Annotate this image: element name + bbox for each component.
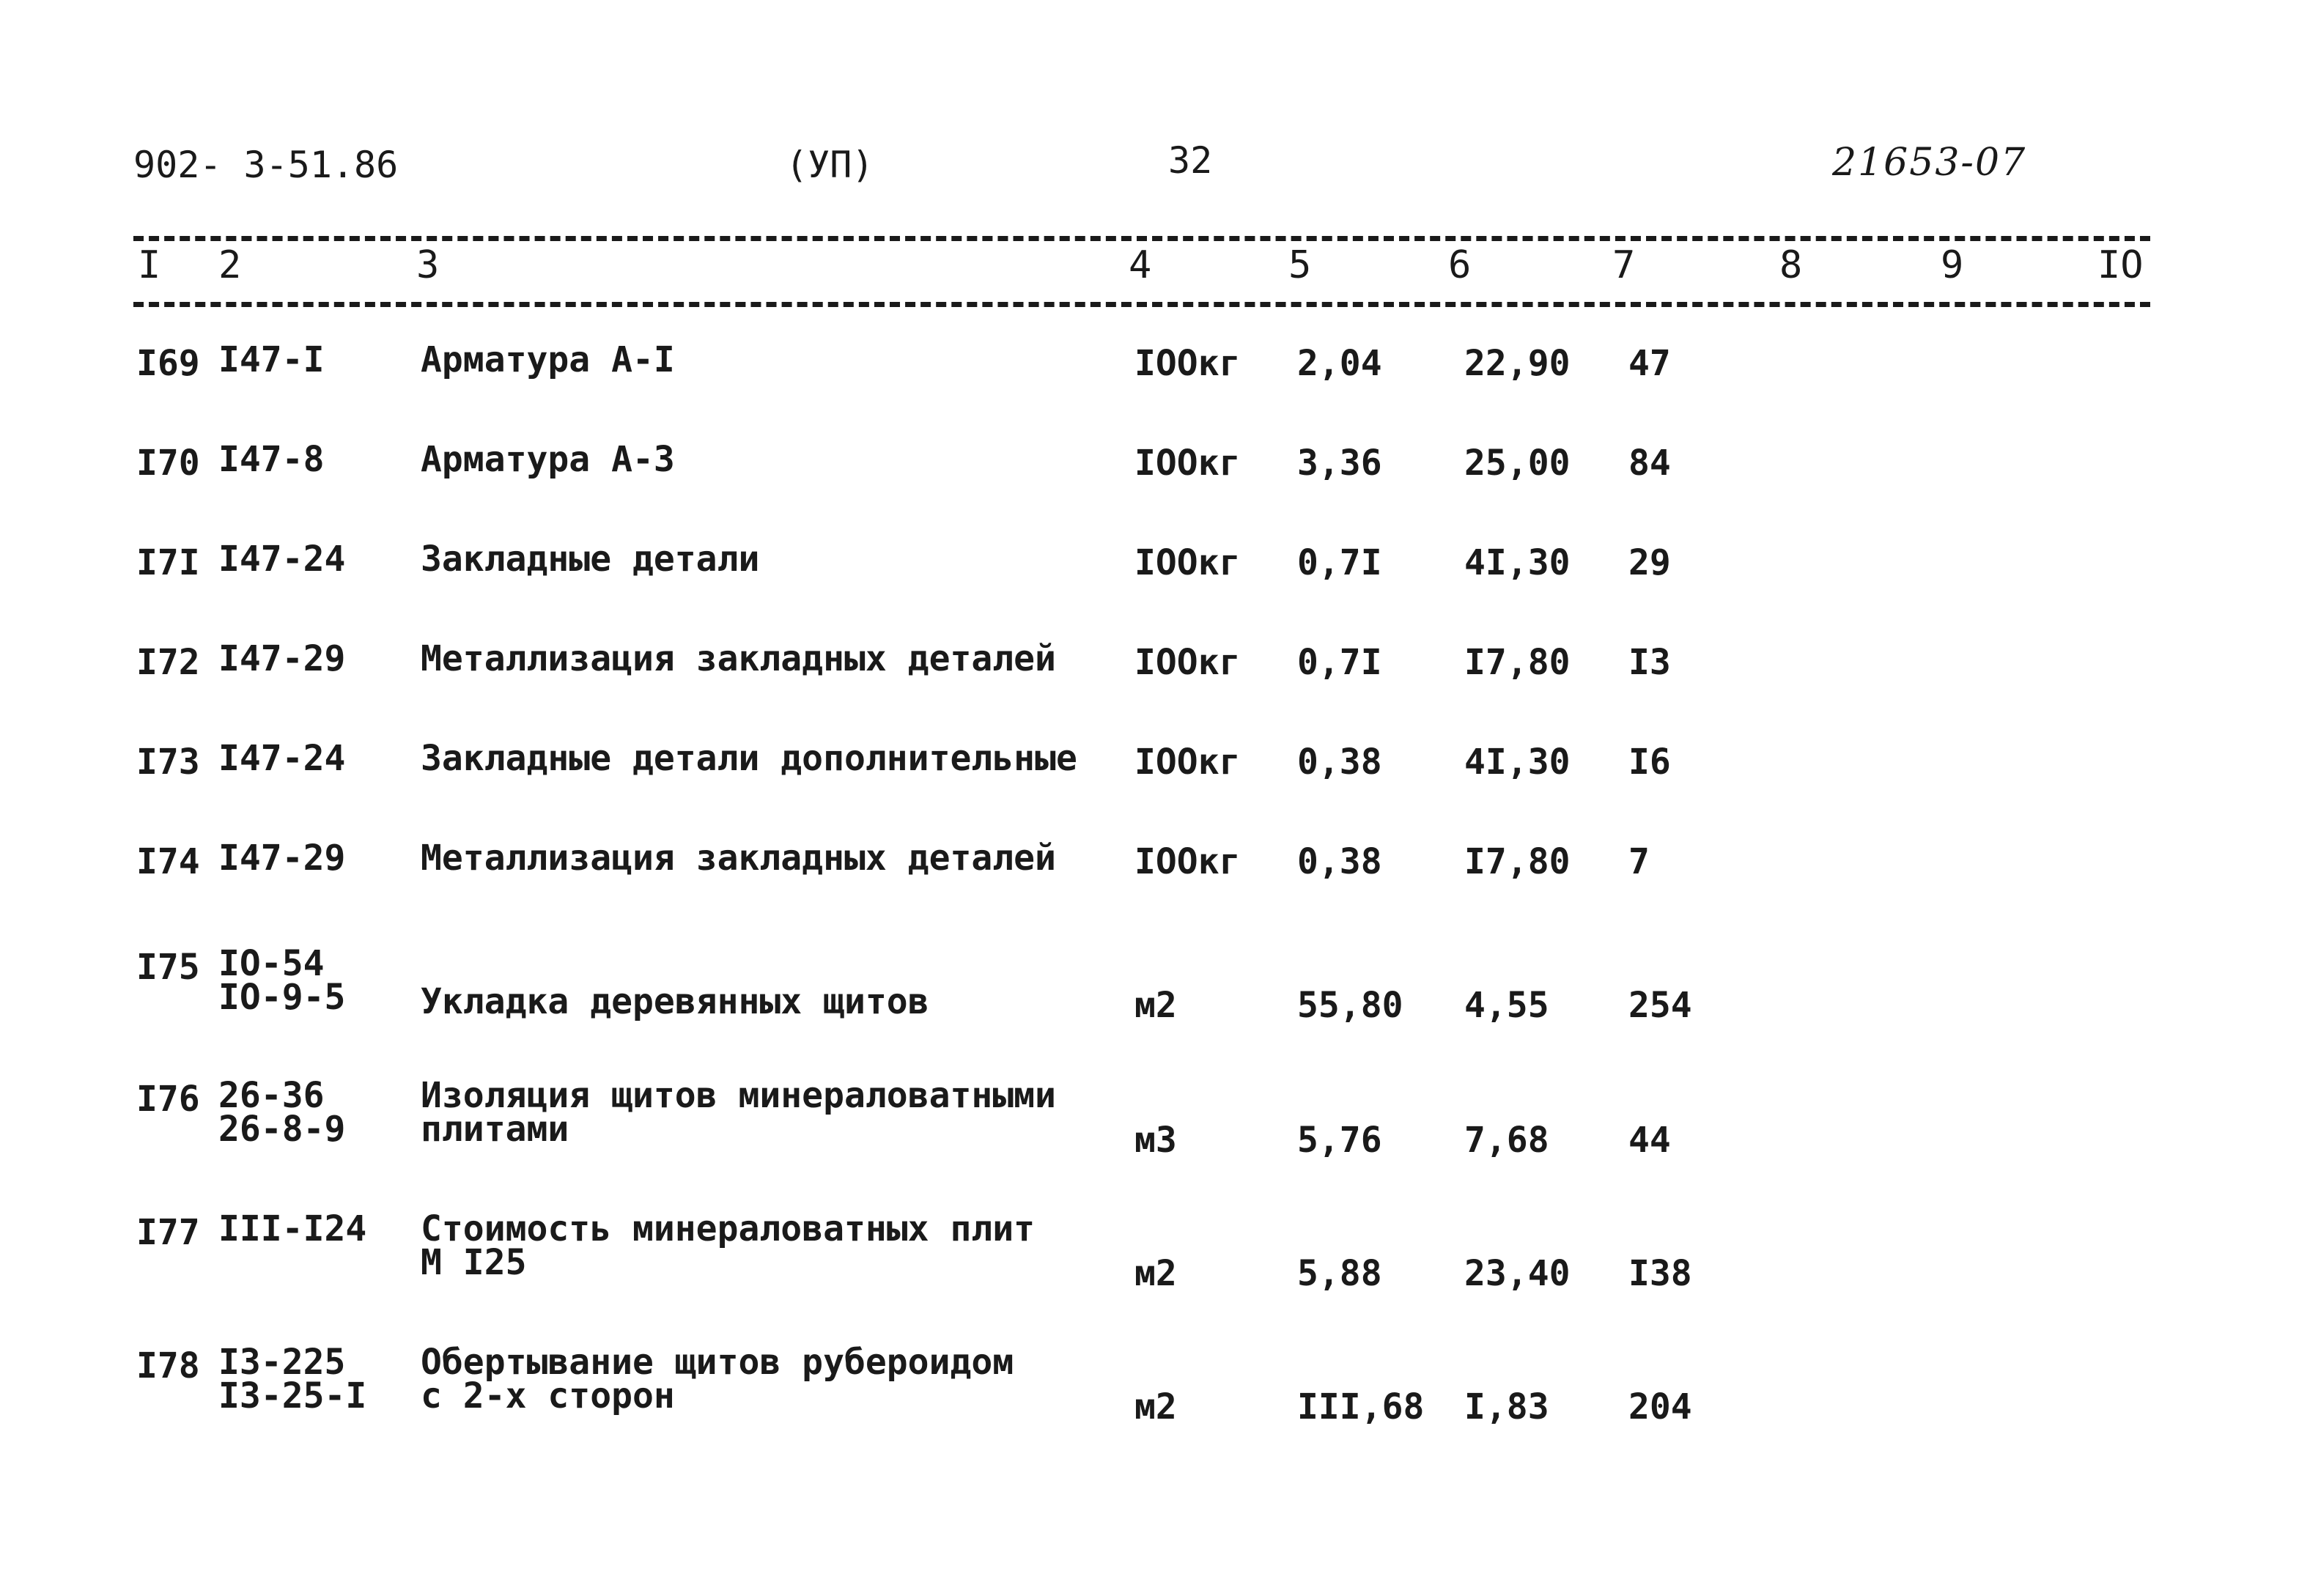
work-name-line: Арматура А-3 xyxy=(421,439,675,480)
work-name-line: Закладные детали дополнительные xyxy=(421,738,1077,779)
price-code-line: I47-I xyxy=(218,339,325,380)
unit-price: I7,80 xyxy=(1464,642,1571,683)
work-name xyxy=(421,838,1056,879)
unit: IOOкг xyxy=(1134,542,1241,583)
quantity: 0,38 xyxy=(1297,841,1382,882)
work-name xyxy=(421,638,1056,679)
total-cost: I38 xyxy=(1628,1253,1692,1294)
unit: IOOкг xyxy=(1134,841,1241,882)
unit-price: 4,55 xyxy=(1464,985,1549,1026)
price-code xyxy=(218,943,346,1018)
price-code-line: III-I24 xyxy=(218,1208,367,1249)
unit: м3 xyxy=(1134,1120,1177,1161)
column-number: 6 xyxy=(1448,243,1472,287)
total-cost: 44 xyxy=(1628,1120,1671,1161)
quantity: 55,80 xyxy=(1297,985,1403,1026)
price-code xyxy=(218,1075,346,1150)
row-number: I75 xyxy=(136,947,200,988)
quantity: 2,04 xyxy=(1297,343,1382,384)
unit: IOOкг xyxy=(1134,343,1241,384)
work-name xyxy=(421,1208,1036,1283)
row-number: I77 xyxy=(136,1212,200,1253)
column-numbers xyxy=(0,243,2310,287)
top-dashed-rule xyxy=(133,236,2150,241)
row-number: I70 xyxy=(136,443,200,484)
price-code-line: I47-29 xyxy=(218,638,346,679)
work-name-line: М I25 xyxy=(421,1242,527,1283)
handwritten-number: 21653-07 xyxy=(1832,141,2027,185)
unit: IOOкг xyxy=(1134,642,1241,683)
row-number: I76 xyxy=(136,1079,200,1120)
work-name xyxy=(421,439,675,480)
unit-price: 4I,30 xyxy=(1464,542,1571,583)
work-name-line: Стоимость минераловатных плит xyxy=(421,1208,1036,1249)
quantity: 0,7I xyxy=(1297,542,1382,583)
price-code-line: I3-225 xyxy=(218,1342,346,1383)
unit-price: I7,80 xyxy=(1464,841,1571,882)
row-number: I73 xyxy=(136,742,200,783)
price-code xyxy=(218,439,325,480)
unit-price: 7,68 xyxy=(1464,1120,1549,1161)
price-code xyxy=(218,1342,367,1416)
unit-price: 22,90 xyxy=(1464,343,1571,384)
total-cost: 204 xyxy=(1628,1386,1692,1427)
column-number: 2 xyxy=(218,243,242,287)
page-number: 32 xyxy=(1168,139,1213,182)
column-number: IO xyxy=(2097,243,2144,287)
total-cost: I6 xyxy=(1628,742,1671,783)
unit: м2 xyxy=(1134,985,1177,1026)
total-cost: 47 xyxy=(1628,343,1671,384)
work-name-line: Обертывание щитов рубероидом xyxy=(421,1342,1014,1383)
work-name-line: Изоляция щитов минераловатными xyxy=(421,1075,1056,1116)
price-code-line: 26-36 xyxy=(218,1075,325,1116)
quantity: 0,7I xyxy=(1297,642,1382,683)
column-number: I xyxy=(138,243,161,287)
price-code-line: I3-25-I xyxy=(218,1375,367,1416)
unit: IOOкг xyxy=(1134,742,1241,783)
row-number: I69 xyxy=(136,343,200,384)
row-number: I7I xyxy=(136,542,200,583)
work-name xyxy=(421,539,760,580)
quantity: 5,88 xyxy=(1297,1253,1382,1294)
unit: IOOкг xyxy=(1134,443,1241,484)
work-name-line: Металлизация закладных деталей xyxy=(421,838,1056,879)
work-name xyxy=(421,339,675,380)
price-code-line: I47-24 xyxy=(218,539,346,580)
unit: м2 xyxy=(1134,1253,1177,1294)
work-name xyxy=(421,981,929,1022)
work-name xyxy=(421,738,1077,779)
column-number: 7 xyxy=(1612,243,1636,287)
work-name-line: Арматура А-I xyxy=(421,339,675,380)
price-code-line: I47-24 xyxy=(218,738,346,779)
unit: м2 xyxy=(1134,1386,1177,1427)
quantity: 3,36 xyxy=(1297,443,1382,484)
column-number: 8 xyxy=(1779,243,1803,287)
work-name xyxy=(421,1342,1014,1416)
work-name xyxy=(421,1075,1056,1150)
quantity: 0,38 xyxy=(1297,742,1382,783)
unit-price: 23,40 xyxy=(1464,1253,1571,1294)
total-cost: 7 xyxy=(1628,841,1650,882)
price-code-line: IO-54 xyxy=(218,943,325,984)
unit-price: 25,00 xyxy=(1464,443,1571,484)
price-code-line: 26-8-9 xyxy=(218,1109,346,1150)
doc-code: 902- 3-51.86 xyxy=(133,144,399,186)
price-code xyxy=(218,738,346,779)
price-code xyxy=(218,339,325,380)
quantity: III,68 xyxy=(1297,1386,1425,1427)
price-code xyxy=(218,539,346,580)
price-code xyxy=(218,1208,367,1249)
quantity: 5,76 xyxy=(1297,1120,1382,1161)
row-number: I72 xyxy=(136,642,200,683)
column-number: 9 xyxy=(1941,243,1964,287)
total-cost: 29 xyxy=(1628,542,1671,583)
column-number: 3 xyxy=(416,243,440,287)
price-code xyxy=(218,638,346,679)
work-name-line: плитами xyxy=(421,1109,569,1150)
work-name-line: Металлизация закладных деталей xyxy=(421,638,1056,679)
column-number: 4 xyxy=(1129,243,1152,287)
total-cost: 84 xyxy=(1628,443,1671,484)
unit-price: I,83 xyxy=(1464,1386,1549,1427)
row-number: I78 xyxy=(136,1345,200,1386)
work-name-line: с 2-х сторон xyxy=(421,1375,675,1416)
column-number: 5 xyxy=(1288,243,1312,287)
unit-price: 4I,30 xyxy=(1464,742,1571,783)
section-label: (УП) xyxy=(786,144,874,186)
header-dashed-rule xyxy=(133,302,2150,307)
total-cost: 254 xyxy=(1628,985,1692,1026)
work-name-line: Закладные детали xyxy=(421,539,760,580)
row-number: I74 xyxy=(136,841,200,882)
price-code-line: I47-8 xyxy=(218,439,325,480)
price-code xyxy=(218,838,346,879)
price-code-line: I47-29 xyxy=(218,838,346,879)
price-code-line: IO-9-5 xyxy=(218,977,346,1018)
total-cost: I3 xyxy=(1628,642,1671,683)
work-name-line: Укладка деревянных щитов xyxy=(421,981,929,1022)
